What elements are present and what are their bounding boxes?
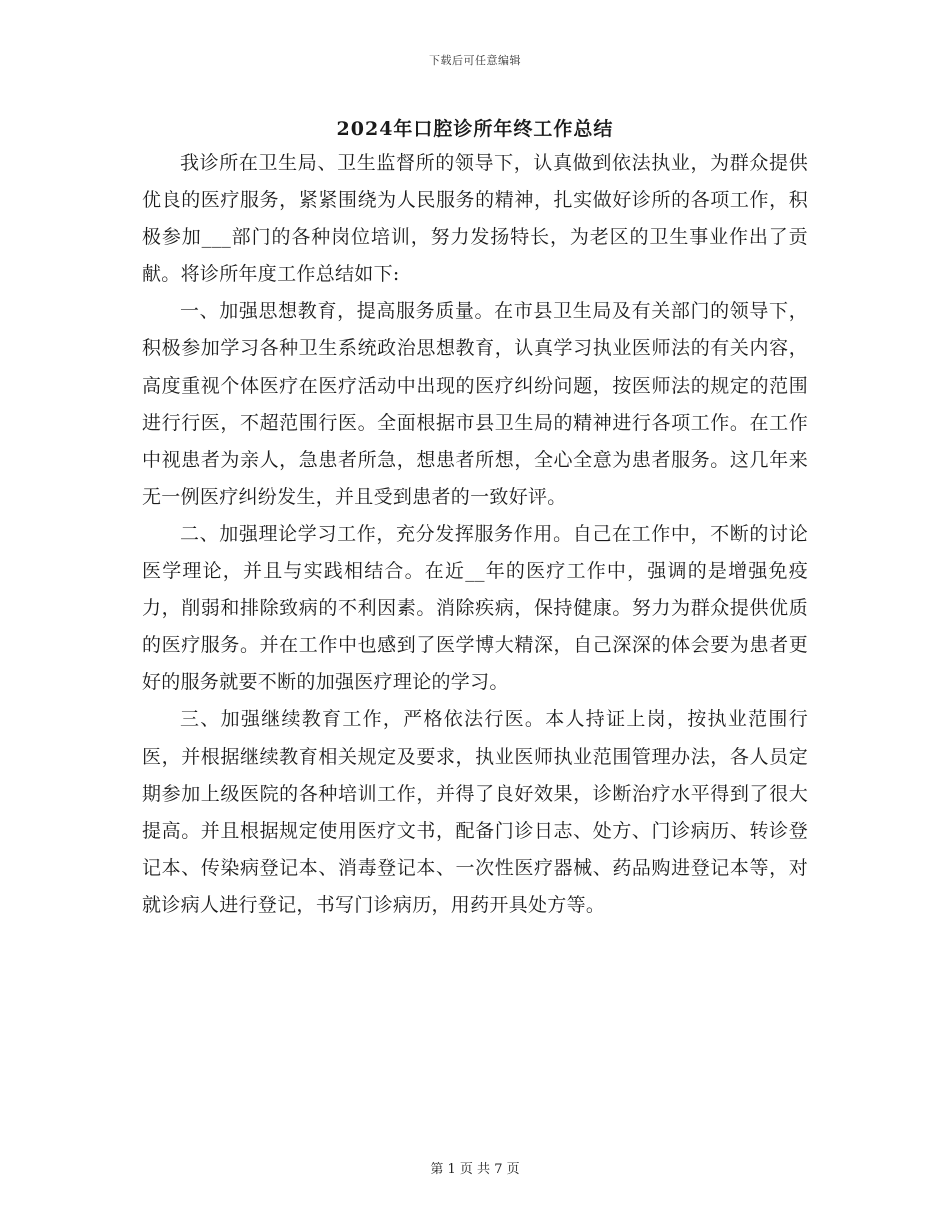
document-body xyxy=(142,145,808,924)
paragraph-section-1: 一、加强思想教育，提高服务质量。在市县卫生局及有关部门的领导下，积极参加学习各种卫生系统政治思想教育，认真学习执业医师法的有关内容，高度重视个体医疗在医疗活动中出现的医疗纠纷问题，按医师法的规定的范围进行行医，不超范围行医。全面根据市县卫生局的精神进行各项工作。在工作中视患者为亲人，急患者所急，想患者所想，全心全意为患者服务。这几年来无一例医疗纠纷发生，并且受到患者的一致好评。 xyxy=(142,300,808,508)
document-title: 2024年口腔诊所年终工作总结 xyxy=(336,118,614,140)
paragraph-intro: 我诊所在卫生局、卫生监督所的领导下，认真做到依法执业，为群众提供优良的医疗服务，紧紧围绕为人民服务的精神，扎实做好诊所的各项工作，积极参加___部门的各种岗位培训，努力发扬特长，为老区的卫生事业作出了贡献。将诊所年度工作总结如下: xyxy=(142,152,808,286)
paragraph-section-3: 三、加强继续教育工作，严格依法行医。本人持证上岗，按执业范围行医，并根据继续教育相关规定及要求，执业医师执业范围管理办法，各人员定期参加上级医院的各种培训工作，并得了良好效果，诊断治疗水平得到了很大提高。并且根据规定使用医疗文书，配备门诊日志、处方、门诊病历、转诊登记本、传染病登记本、消毒登记本、一次性医疗器械、药品购进登记本等，对就诊病人进行登记，书写门诊病历，用药开具处方等。 xyxy=(142,708,808,916)
page-number: 第 1 页 共 7 页 xyxy=(430,1162,520,1177)
paragraph-section-2: 二、加强理论学习工作，充分发挥服务作用。自己在工作中，不断的讨论医学理论，并且与实践相结合。在近__年的医疗工作中，强调的是增强免疫力，削弱和排除致病的不利因素。消除疾病，保持健康。努力为群众提供优质的医疗服务。并在工作中也感到了医学博大精深，自己深深的体会要为患者更好的服务就要不断的加强医疗理论的学习。 xyxy=(142,522,808,694)
header-note: 下载后可任意编辑 xyxy=(429,54,521,67)
